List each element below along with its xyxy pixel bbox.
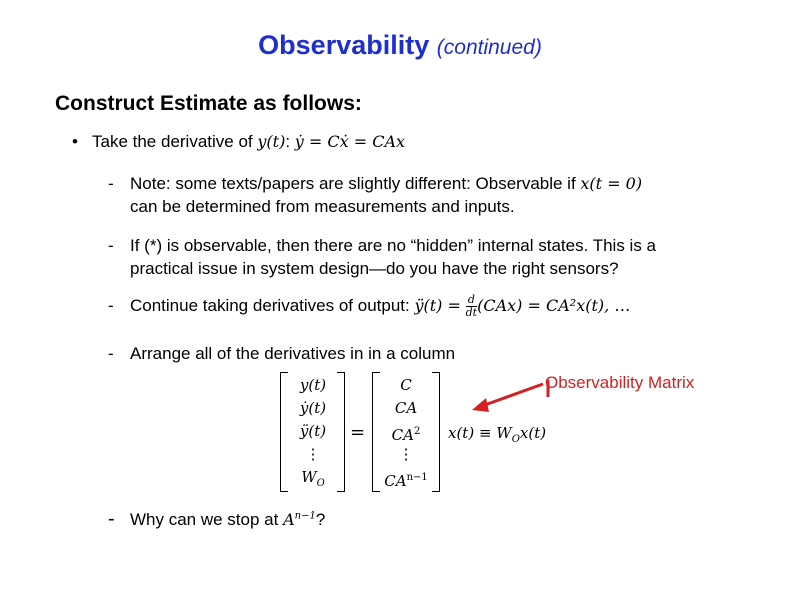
frac-num: d bbox=[466, 294, 477, 307]
matrix-entry: C bbox=[400, 376, 412, 394]
observability-matrix-label: Observability Matrix bbox=[545, 373, 695, 392]
deriv-lhs: ÿ(t) = bbox=[414, 296, 461, 315]
vec-entry: ẏ(t) bbox=[299, 399, 327, 417]
arrange-text: Arrange all of the derivatives in in a column bbox=[130, 344, 456, 363]
dash-icon: - bbox=[108, 344, 114, 363]
matrix-entry-base: CA bbox=[391, 426, 414, 444]
deriv-text: Continue taking derivatives of output: bbox=[130, 296, 415, 315]
vec-entry: ÿ(t) bbox=[299, 422, 327, 440]
equals-sign: = bbox=[350, 422, 366, 443]
matrix-entry: CA bbox=[394, 399, 418, 417]
vec-entry: y(t) bbox=[299, 376, 327, 394]
bullet-colon: : bbox=[285, 132, 295, 151]
note-line2: can be determined from measurements and inputs. bbox=[130, 197, 515, 216]
bullet-dot-icon: • bbox=[72, 132, 78, 151]
rhs-part-a: x(t) ≡ W bbox=[448, 424, 512, 442]
matrix-entry-sup: 2 bbox=[413, 426, 421, 437]
bullet-math-y: y(t) bbox=[257, 132, 286, 151]
frac-den: dt bbox=[465, 306, 478, 320]
bullet-text: Take the derivative of bbox=[92, 132, 258, 151]
why-end: ? bbox=[315, 510, 326, 529]
note-math: x(t = 0) bbox=[580, 174, 643, 193]
title-suffix: (continued) bbox=[436, 36, 542, 59]
why-sup: n−1 bbox=[294, 510, 316, 522]
section-heading: Construct Estimate as follows: bbox=[55, 92, 362, 115]
vec-entry-w: W bbox=[301, 468, 317, 486]
title-main: Observability bbox=[258, 30, 430, 60]
why-math: A bbox=[283, 510, 295, 529]
vdots-icon: ⋮ bbox=[305, 445, 321, 463]
vec-entry-sub: O bbox=[316, 478, 325, 489]
note-line1: Note: some texts/papers are slightly different: Observable if bbox=[130, 174, 581, 193]
vdots-icon: ⋮ bbox=[398, 445, 414, 463]
dash-icon: - bbox=[108, 508, 115, 530]
why-text: Why can we stop at bbox=[130, 510, 284, 529]
dash-icon: - bbox=[108, 236, 114, 255]
hidden-line1: If (*) is observable, then there are no “hidden” internal states. This is a bbox=[130, 236, 657, 255]
dash-icon: - bbox=[108, 296, 114, 315]
matrix-entry-base: CA bbox=[384, 472, 407, 490]
rhs-part-b: x(t) bbox=[519, 424, 547, 442]
dash-icon: - bbox=[108, 174, 114, 193]
bullet-math-eq: ẏ = Cẋ = CAx bbox=[294, 132, 406, 151]
matrix-entry-sup: n−1 bbox=[406, 472, 428, 483]
rhs-sub: O bbox=[511, 434, 520, 445]
sub-item-why bbox=[108, 508, 325, 531]
hidden-line2: practical issue in system design—do you have the right sensors? bbox=[130, 259, 619, 278]
deriv-rhs: (CAx) = CA²x(t), … bbox=[477, 296, 631, 315]
